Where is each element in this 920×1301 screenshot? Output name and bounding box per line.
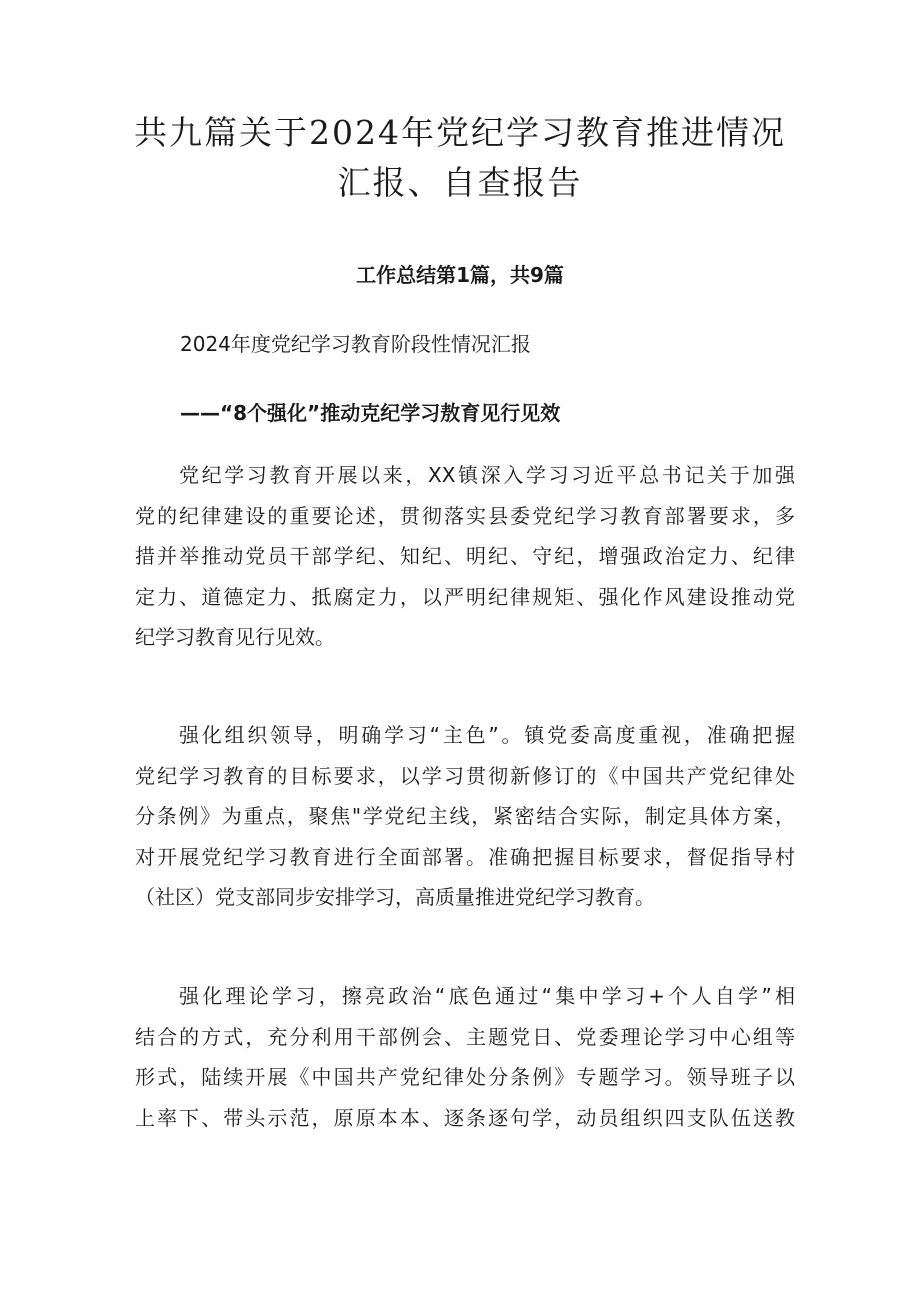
paragraph-line: 上率下、带头示范，原原本本、逐条逐句学，动员组织四支队伍送教: [135, 1105, 795, 1130]
paragraph-line: 对开展党纪学习教育进行全面部署。准确把握目标要求，督促指导村: [135, 844, 795, 869]
paragraph-line: 形式，陆续开展《中国共产党纪律处分条例》专题学习。领导班子以: [135, 1065, 795, 1089]
document-title-line-2: 汇报、自查报告: [337, 163, 583, 202]
paragraph-line: （社区）党支部同步安排学习，高质量推进党纪学习教育。: [135, 885, 655, 909]
paragraph-line: 强化组织领导，明确学习“主色”。镇党委高度重视，准确把握: [179, 723, 795, 747]
paragraph-line: 结合的方式，充分利用干部例会、主题党日、党委理论学习中心组等: [135, 1024, 795, 1049]
document-title-line-1: 共九篇关于2024年党纪学习教育推进情况: [134, 113, 786, 152]
paragraph-3: [135, 976, 795, 1138]
section-heading: 工作总结第1篇，共9篇: [356, 263, 564, 287]
paragraph-line: 党纪学习教育的目标要求，以学习贯彻新修订的《中国共产党纪律处: [135, 763, 795, 788]
paragraph-1: [135, 455, 795, 658]
paragraph-line: 定力、道德定力、抵腐定力，以严明纪律规矩、强化作风建设推动党: [135, 584, 795, 609]
report-subtitle: ——“8个强化”推动克纪学习敖育见行见效: [180, 401, 561, 425]
paragraph-line: 措并举推动党员干部学纪、知纪、明纪、守纪，增强政治定力、纪律: [135, 544, 795, 568]
paragraph-line: 纪学习教育见行见效。: [135, 625, 335, 649]
paragraph-line: 分条例》为重点，聚焦"学党纪主线，紧密结合实际，制定具体方案，: [135, 804, 795, 828]
document-title: [0, 108, 920, 208]
paragraph-line: 强化理论学习，擦亮政治“底色通过“集中学习+个人自学”相: [179, 984, 795, 1008]
paragraph-line: 党纪学习教育开展以来，XX镇深入学习习近平总书记关于加强: [179, 463, 795, 487]
paragraph-line: 党的纪律建设的重要论述，贯彻落实县委党纪学习教育部署要求，多: [135, 503, 795, 528]
paragraph-2: [135, 715, 795, 918]
report-title: 2024年度党纪学习教育阶段性情况汇报: [180, 332, 531, 356]
